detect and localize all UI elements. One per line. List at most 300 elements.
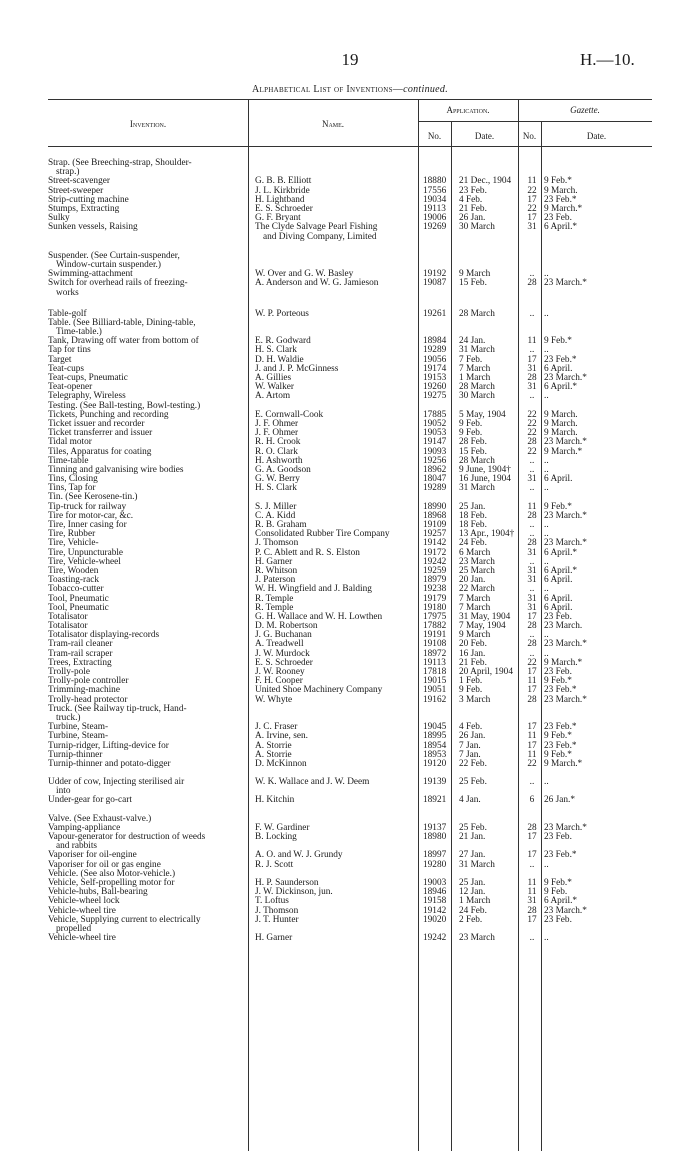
gazette-number: 31 [527, 602, 537, 613]
application-number: 19003 [423, 878, 447, 888]
application-date: 9 March [459, 269, 491, 280]
table-row [48, 796, 652, 805]
invention-text: Vehicle, Self-propelling motor for [48, 878, 175, 888]
gazette-number: 31 [527, 382, 537, 393]
gazette-date: .. [544, 648, 549, 659]
gazette-date: .. [544, 556, 549, 567]
invention-text: Tire, Vehicle- [48, 538, 99, 549]
gazette-number: 28 [527, 510, 537, 521]
invention-text: Testing. (See Ball-testing, Bowl-testing.) [48, 400, 201, 411]
table-row [48, 916, 652, 934]
invention-text-continued: propelled [56, 923, 92, 934]
invention-cell [48, 705, 246, 723]
invention-text: Vehicle-wheel tire [48, 933, 116, 944]
application-number: 19006 [423, 213, 447, 224]
invention-text: Tire, Rubber [48, 529, 96, 540]
name-text: A. Treadwell [255, 639, 304, 650]
gazette-date: 23 March.* [544, 639, 587, 650]
invention-cell [48, 319, 246, 337]
name-text: J. and J. P. McGinness [255, 363, 339, 374]
gazette-date: 6 April. [544, 575, 573, 586]
application-date: 4 Feb. [459, 194, 483, 205]
gazette-number: .. [529, 483, 535, 494]
table-row [48, 484, 652, 493]
application-number: 19139 [423, 777, 447, 788]
name-text: The Clyde Salvage Pearl Fishing [255, 222, 378, 233]
application-date: 23 March [459, 556, 495, 567]
gazette-date: 23 March.* [544, 437, 587, 448]
invention-text: Trolly-head protector [48, 694, 128, 705]
page-subtitle [0, 84, 700, 95]
name-text: P. C. Ablett and R. S. Elston [255, 547, 360, 558]
gazette-date: 9 March.* [544, 758, 583, 769]
gazette-number: 17 [527, 914, 537, 925]
table-row [48, 448, 652, 457]
gazette-date: 23 Feb.* [544, 740, 577, 751]
application-date: 7 Feb. [459, 354, 483, 365]
application-number: 19052 [423, 418, 447, 429]
name-cell [255, 833, 417, 842]
page-number: 19 [341, 50, 359, 69]
gazette-number: 22 [527, 758, 537, 769]
application-number: 19087 [423, 278, 447, 289]
gazette-number: .. [529, 520, 535, 531]
application-date: 9 Feb. [459, 685, 483, 696]
application-date: 18 Feb. [459, 510, 487, 521]
header-application: Application. [446, 105, 490, 115]
gazette-date: .. [544, 345, 549, 356]
name-text: R. Temple [255, 593, 294, 604]
invention-cell [48, 778, 246, 796]
gazette-number: 17 [527, 832, 537, 843]
application-number: 19093 [423, 446, 447, 457]
gazette-date: 6 April. [544, 602, 573, 613]
gazette-date: 23 March.* [544, 822, 587, 833]
application-number: 19289 [423, 483, 447, 494]
table-row [48, 319, 652, 337]
application-date: 28 March [459, 382, 495, 393]
name-text: R. Whitson [255, 565, 298, 576]
name-cell [255, 760, 417, 769]
gazette-number: 28 [527, 278, 537, 289]
name-text: J. L. Kirkbride [255, 185, 310, 196]
invention-text: Tidal motor [48, 437, 92, 448]
application-number: 19056 [423, 354, 447, 365]
name-cell [255, 778, 417, 787]
invention-cell [48, 205, 246, 214]
gazette-date: 23 March.* [544, 694, 587, 705]
gazette-number: 28 [527, 538, 537, 549]
subtitle-continued: continued. [403, 84, 449, 95]
name-text: A. Storrie [255, 740, 292, 751]
gazette-number: 22 [527, 428, 537, 439]
table-header [48, 99, 652, 147]
gazette-date: 9 Feb.* [544, 878, 572, 888]
invention-text: Toasting-rack [48, 575, 99, 586]
gazette-number: .. [529, 391, 535, 402]
gazette-date: 23 Feb.* [544, 850, 577, 861]
application-date: 31 March [459, 483, 495, 494]
invention-text: Turbine, Steam- [48, 731, 109, 742]
application-date: 6 March [459, 547, 491, 558]
invention-cell [48, 934, 246, 943]
application-date: 9 Feb. [459, 428, 483, 439]
application-date: 1 March [459, 373, 491, 384]
header-gazette-date: Date. [586, 131, 607, 141]
invention-text: Tank, Drawing off water from bottom of [48, 336, 199, 347]
invention-text: Sunken vessels, Raising [48, 222, 138, 233]
table-row [48, 760, 652, 769]
application-date: 25 Feb. [459, 777, 487, 788]
gazette-date: 23 Feb. [544, 667, 572, 678]
gazette-number: 17 [527, 354, 537, 365]
gazette-date: 6 April. [544, 363, 573, 374]
name-text: United Shoe Machinery Company [255, 685, 383, 696]
invention-text: Teat-cups [48, 363, 85, 374]
application-number: 19242 [423, 933, 447, 944]
gazette-date: .. [544, 630, 549, 641]
gazette-date: .. [544, 483, 549, 494]
invention-text: Sulky [48, 213, 70, 224]
application-number: 17818 [423, 667, 447, 678]
gazette-date: .. [544, 529, 549, 540]
name-text: H. S. Clark [255, 483, 297, 494]
application-number: 18990 [423, 501, 447, 512]
application-date: 1 Feb. [459, 676, 483, 687]
invention-text: Tins, Tap for [48, 483, 96, 494]
gazette-number: 11 [527, 176, 537, 187]
application-date: 25 March [459, 565, 495, 576]
header-invention: Invention. [129, 119, 167, 129]
application-number: 18954 [423, 740, 447, 751]
invention-text: Truck. (See Railway tip-truck, Hand- [48, 703, 187, 714]
application-number: 19142 [423, 538, 447, 549]
gazette-number: .. [529, 464, 535, 475]
application-date: 18 Feb. [459, 520, 487, 531]
application-date: 31 May, 1904 [459, 611, 511, 622]
gazette-number: 28 [527, 373, 537, 384]
name-text: A. Artom [255, 391, 291, 402]
invention-text: Vehicle-wheel lock [48, 896, 120, 907]
table-row [48, 279, 652, 297]
name-text: H. S. Clark [255, 345, 297, 356]
gazette-date: .. [544, 391, 549, 402]
name-text: D. McKinnon [255, 758, 307, 769]
gazette-number: 28 [527, 822, 537, 833]
application-date: 28 Feb. [459, 437, 487, 448]
application-date: 26 Jan. [459, 731, 486, 742]
gazette-number: .. [529, 933, 535, 944]
gazette-number: 28 [527, 694, 537, 705]
invention-text: Tins, Closing [48, 474, 98, 485]
name-cell [255, 279, 417, 288]
invention-text-continued: and rabbits [56, 841, 98, 852]
invention-text: Vapour-generator for destruction of weeds [48, 832, 206, 843]
invention-text: Tool, Pneumatic [48, 602, 109, 613]
gazette-date: 23 Feb. [544, 914, 572, 925]
gazette-number: 11 [527, 887, 537, 898]
gazette-date: 23 Feb.* [544, 194, 577, 205]
gazette-number: 28 [527, 639, 537, 650]
application-number: 19015 [423, 676, 447, 687]
name-text: F. H. Cooper [255, 676, 303, 687]
table-row [48, 512, 652, 521]
application-number: 19289 [423, 345, 447, 356]
application-date: 22 March [459, 584, 495, 595]
application-date: 7 March [459, 602, 491, 613]
name-text: R. H. Crook [255, 437, 301, 448]
invention-text: Trimming-machine [48, 685, 120, 696]
invention-text: Turbine, Steam- [48, 722, 109, 733]
application-date: 5 May, 1904 [459, 409, 506, 420]
application-date: 31 March [459, 859, 495, 870]
application-date: 20 Feb. [459, 639, 487, 650]
table-row [48, 934, 652, 943]
gazette-number: .. [529, 345, 535, 356]
invention-text: Tire for motor-car, &c. [48, 510, 134, 521]
application-number: 18047 [423, 474, 447, 485]
gazette-date: 23 Feb.* [544, 685, 577, 696]
name-text: J. F. Ohmer [255, 428, 299, 439]
invention-text: Table-golf [48, 308, 87, 319]
table-row [48, 475, 652, 484]
invention-text: Street-scavenger [48, 176, 110, 187]
application-date: 22 Feb. [459, 758, 487, 769]
application-date: 25 Jan. [459, 501, 486, 512]
application-number: 19053 [423, 428, 447, 439]
row-spacer [48, 298, 652, 310]
application-date: 20 April, 1904 [459, 667, 513, 678]
application-date: 12 Jan. [459, 887, 486, 898]
application-number: 19192 [423, 269, 447, 280]
application-number: 19120 [423, 758, 447, 769]
invention-text: Switch for overhead rails of freezing- [48, 278, 188, 289]
invention-text: Target [48, 354, 72, 365]
gazette-date: 9 Feb.* [544, 749, 572, 760]
name-text-continued: and Diving Company, Limited [263, 231, 377, 242]
application-date: 7 March [459, 363, 491, 374]
table-row [48, 252, 652, 270]
gazette-date: .. [544, 777, 549, 788]
gazette-number: 11 [527, 749, 537, 760]
name-cell [255, 484, 417, 493]
invention-text: Teat-opener [48, 382, 93, 393]
gazette-date: 6 April.* [544, 547, 578, 558]
application-number: 19280 [423, 859, 447, 870]
invention-text: Time-table [48, 455, 89, 466]
application-number: 19158 [423, 896, 447, 907]
gazette-number: 31 [527, 565, 537, 576]
invention-text: Ticket transferrer and issuer [48, 428, 153, 439]
name-text: J. Paterson [255, 575, 296, 586]
application-number: 19238 [423, 584, 447, 595]
application-date: 2 Feb. [459, 914, 483, 925]
header-gazette-no: No. [522, 131, 537, 141]
gazette-number: .. [529, 584, 535, 595]
gazette-date: .. [544, 464, 549, 475]
invention-text: Tiles, Apparatus for coating [48, 446, 152, 457]
application-number: 19034 [423, 194, 447, 205]
gazette-date: 6 April.* [544, 565, 578, 576]
gazette-date: 23 Feb. [544, 832, 572, 843]
gazette-number: 28 [527, 905, 537, 916]
gazette-number: 31 [527, 593, 537, 604]
name-text: Consolidated Rubber Tire Company [255, 529, 390, 540]
application-number: 19153 [423, 373, 447, 384]
application-number: 19179 [423, 593, 447, 604]
name-text: W. K. Wallace and J. W. Deem [255, 777, 370, 788]
application-date: 27 Jan. [459, 850, 486, 861]
name-text: R. B. Graham [255, 520, 307, 531]
invention-cell [48, 252, 246, 270]
gazette-date: 9 Feb.* [544, 731, 572, 742]
application-number: 19051 [423, 685, 447, 696]
name-text: A. Gillies [255, 373, 292, 384]
invention-text: Turnip-thinner and potato-digger [48, 758, 171, 769]
application-number: 18995 [423, 731, 447, 742]
gazette-number: .. [529, 308, 535, 319]
name-text: G. W. Berry [255, 474, 300, 485]
application-date: 13 Apr., 1904† [459, 529, 515, 540]
name-text: E. R. Godward [255, 336, 311, 347]
invention-text: Vaporiser for oil or gas engine [48, 859, 161, 870]
invention-cell [48, 916, 246, 934]
invention-text: Tire, Inner casing for [48, 520, 127, 531]
application-date: 21 Dec., 1904 [459, 176, 512, 187]
invention-text: Swimming-attachment [48, 269, 133, 280]
name-text: W. Over and G. W. Basley [255, 269, 354, 280]
name-text: H. Garner [255, 933, 293, 944]
application-date: 7 Jan. [459, 740, 481, 751]
invention-text: Under-gear for go-cart [48, 795, 132, 806]
application-number: 18880 [423, 176, 447, 187]
application-number: 17882 [423, 621, 447, 632]
invention-text: Vehicle-hubs, Ball-bearing [48, 887, 148, 898]
application-number: 18984 [423, 336, 447, 347]
invention-text: Street-sweeper [48, 185, 104, 196]
application-number: 19242 [423, 556, 447, 567]
name-text: D. M. Robertson [255, 621, 318, 632]
application-date: 4 Jan. [459, 795, 481, 806]
table-row [48, 337, 652, 346]
application-number: 18980 [423, 832, 447, 843]
invention-cell [48, 833, 246, 851]
gazette-number: 31 [527, 474, 537, 485]
invention-text: Vehicle. (See also Motor-vehicle.) [48, 868, 176, 879]
application-date: 1 March [459, 896, 491, 907]
application-number: 19109 [423, 520, 447, 531]
gazette-date: 6 April.* [544, 382, 578, 393]
gazette-number: .. [529, 648, 535, 659]
invention-text-continued: truck.) [56, 712, 81, 723]
name-text: W. P. Porteous [255, 308, 309, 319]
gazette-number: 11 [527, 731, 537, 742]
application-number: 19147 [423, 437, 447, 448]
invention-text: Valve. (See Exhaust-valve.) [48, 813, 152, 824]
gazette-number: 17 [527, 740, 537, 751]
application-date: 21 Jan. [459, 832, 486, 843]
gazette-number: 22 [527, 418, 537, 429]
gazette-date: 23 March.* [544, 278, 587, 289]
invention-text: Trees, Extracting [48, 657, 112, 668]
name-text: G. A. Goodson [255, 464, 311, 475]
invention-text: Ticket issuer and recorder [48, 418, 145, 429]
invention-text: Stumps, Extracting [48, 203, 120, 214]
table-row [48, 833, 652, 851]
name-text: W. H. Wingfield and J. Balding [255, 584, 372, 595]
gazette-number: 22 [527, 203, 537, 214]
application-number: 17556 [423, 185, 447, 196]
gazette-number: .. [529, 529, 535, 540]
gazette-date: 26 Jan.* [544, 795, 575, 806]
name-text: E. S. Schroeder [255, 203, 313, 214]
name-text: A. Storrie [255, 749, 292, 760]
invention-text: Teat-cups, Pneumatic [48, 373, 128, 384]
gazette-date: 9 Feb.* [544, 336, 572, 347]
gazette-number: 28 [527, 437, 537, 448]
name-cell [255, 392, 417, 401]
name-text: J. Thomson [255, 905, 299, 916]
gazette-number: 11 [527, 676, 537, 687]
name-text: T. Loftus [255, 896, 289, 907]
application-date: 23 March [459, 933, 495, 944]
gazette-date: 9 March. [544, 185, 578, 196]
table-row [48, 640, 652, 649]
gazette-date: 6 April.* [544, 222, 578, 233]
application-date: 7 Jan. [459, 749, 481, 760]
gazette-date: 23 March.* [544, 538, 587, 549]
invention-text: Udder of cow, Injecting sterilised air [48, 777, 185, 788]
invention-cell [48, 796, 246, 805]
name-text: R. O. Clark [255, 446, 298, 457]
gazette-date: .. [544, 584, 549, 595]
gazette-number: .. [529, 777, 535, 788]
gazette-date: 9 March. [544, 409, 578, 420]
gazette-number: .. [529, 859, 535, 870]
application-date: 30 March [459, 391, 495, 402]
gazette-number: 22 [527, 657, 537, 668]
table-row [48, 223, 652, 241]
gazette-date: 23 Feb. [544, 213, 572, 224]
application-date: 21 Feb. [459, 203, 487, 214]
invention-text: Trolly-pole [48, 667, 91, 678]
application-date: 25 Jan. [459, 878, 486, 888]
application-date: 9 March [459, 630, 491, 641]
invention-cell [48, 346, 246, 355]
invention-text: Tram-rail scraper [48, 648, 113, 659]
name-text: A. Anderson and W. G. Jamieson [255, 278, 379, 289]
gazette-number: 17 [527, 194, 537, 205]
name-text: H. P. Saunderson [255, 878, 319, 888]
application-date: 28 March [459, 455, 495, 466]
gazette-number: 31 [527, 575, 537, 586]
header-application-date: Date. [474, 131, 495, 141]
application-number: 17885 [423, 409, 447, 420]
gazette-date: 23 March.* [544, 510, 587, 521]
gazette-number: 6 [529, 795, 535, 806]
application-date: 15 Feb. [459, 446, 487, 457]
name-text: A. Irvine, sen. [255, 731, 308, 742]
name-cell [255, 796, 417, 805]
gazette-number: 31 [527, 222, 537, 233]
gazette-date: 23 March.* [544, 905, 587, 916]
application-date: 7 March [459, 593, 491, 604]
invention-text: Trolly-pole controller [48, 676, 129, 687]
gazette-date: 9 March.* [544, 446, 583, 457]
document-reference: H.—10. [580, 50, 635, 69]
invention-text: Tickets, Punching and recording [48, 409, 169, 420]
header-application-no: No. [427, 131, 442, 141]
